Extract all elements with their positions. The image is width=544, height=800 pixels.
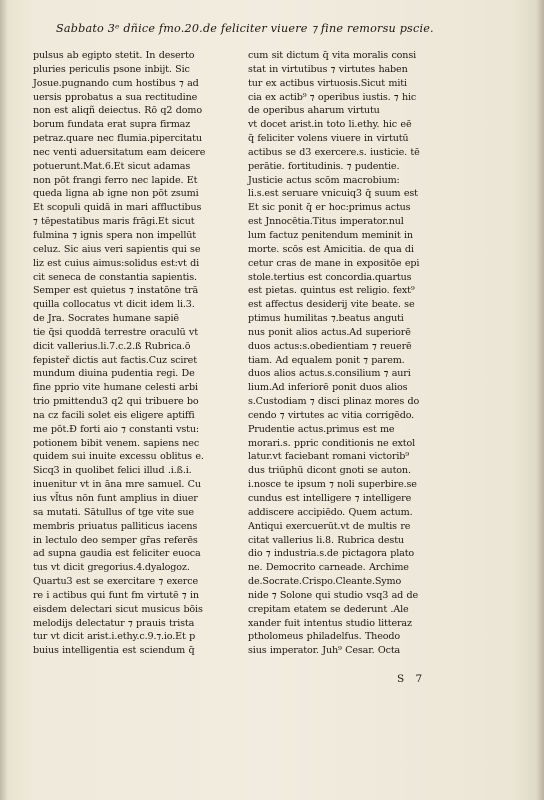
text-line: fepisteř dictis aut factis.Cuz sciret [33,354,197,366]
text-line: Semper est quietus ⁊ instatōne trā [33,285,199,297]
text-line: duos actus:s.obedientiam ⁊ reuerē [248,340,412,352]
text-line: borum fundata erat supra firmaz [33,119,191,131]
text-line: tie q̄si quoddā terrestre oraculū vt [33,326,198,338]
text-line: mundum diuina pudentia regi. De [33,368,195,380]
text-line: quidem sui inuite excessu oblitus e. [33,451,204,463]
text-line: fine pprio vite humane celesti arbi [33,382,198,394]
text-line: latur.vt faciebant romani victorib⁹ [248,451,409,463]
text-line: ad supna gaudia est feliciter euoca [33,548,201,560]
text-line: lium.Ad inferiorē ponit duos alios [248,382,408,394]
text-line: tur ex actibus virtuosis.Sicut miti [248,77,407,89]
text-line: ptholomeus philadelfus. Theodo [248,631,400,643]
text-line: li.s.est seruare vnicuiq3 q̄ suum est [248,188,418,200]
text-line: xander fuit intentus studio litteraz [248,617,412,629]
text-line: Et sic ponit q̄ er hoc:primus actus [248,202,411,214]
text-line: membris priuatus palliticus iacens [33,520,198,532]
text-line: perātie. fortitudinis. ⁊ pudentie. [248,160,400,172]
text-line: est affectus desiderij vite beate. se [248,299,415,311]
text-line: Antiqui exercuerūt.vt de multis re [248,520,411,532]
text-line: nec venti aduersitatum eam deicere [33,146,206,158]
text-line: dicit vallerius.li.7.c.2.ß Rubrica.ō [33,340,191,352]
text-line: stole.tertius est concordia.quartus [248,271,412,283]
text-line: re i actibus qui funt fm virtutē ⁊ in [33,589,199,601]
text-line: melodijs delectatur ⁊ prauis trista [33,617,195,629]
text-line: duos alios actus.s.consilium ⁊ auri [248,368,411,380]
text-line: Justicie actus scōm macrobium: [248,174,400,186]
text-line: queda ligna ab igne non pōt zsumi [33,188,199,200]
text-line: Sicq3 in quolibet felici illud .i.ß.i. [33,465,192,477]
text-line: nide ⁊ Solone qui studio vsq3 ad de [248,589,419,601]
text-line: cetur cras de mane in expositōe epi [248,257,420,269]
text-line: est pietas. quintus est religio. fext⁹ [248,285,415,297]
text-line: sa mutati. Sātullus of tge vite sue [33,506,194,518]
text-line: pulsus ab egipto stetit. In deserto [33,50,195,61]
folio-signature: S 7 [397,673,427,685]
text-line: dus triūphū dicont gnoti se auton. [248,465,411,477]
text-line: est Jnnocētia.Titus imperator.nul [248,216,404,228]
text-line: pluries periculis psone inbijt. Sic [33,63,190,75]
text-line: me pōt.Ð forti aio ⁊ constanti vstu: [33,423,199,435]
text-line: vt docet arist.in toto li.ethy. hic eē [248,119,412,131]
text-line: actibus se d3 exercere.s. iusticie. tē [248,146,420,158]
page-edge-shadow-left [0,0,8,800]
text-line: uersis pprobatus a sua rectitudine [33,91,198,103]
text-line: fulmina ⁊ ignis spera non impellūt [33,229,196,241]
text-line: i.nosce te ipsum ⁊ noli superbire.se [248,479,417,491]
text-line: celuz. Sic aius veri sapientis qui se [33,243,201,255]
text-line: q̄ feliciter volens viuere in virtutū [248,133,409,145]
text-line: potionem bibit venem. sapiens nec [33,437,200,449]
text-line: Prudentie actus.primus est me [248,423,395,435]
text-line: trio pmittendu3 q2 qui tribuere bo [33,396,199,408]
text-line: tur vt dicit arist.i.ethy.c.9.⁊.io.Et p [33,631,196,643]
left-text-column [33,49,248,658]
running-head: Sabbato 3ᵉ dñice fmo.20.de feliciter viuere ⁊ fine remorsu pscie. [56,22,434,35]
text-line: de operibus aharum virtutu [248,105,380,117]
text-line: non est aliqñ deiectus. Rō q2 domo [33,105,202,117]
text-line: Josue.pugnando cum hostibus ⁊ ad [33,77,199,89]
text-line: ptimus humilitas ⁊.beatus anguti [248,313,404,325]
text-line: potuerunt.Mat.6.Et sicut adamas [33,160,191,172]
text-line: addiscere accipiēdo. Quem actum. [248,506,413,518]
text-line: tus vt dicit gregorius.4.dyalogoz. [33,562,190,574]
text-line: ne. Democrito carneade. Archime [248,562,409,574]
text-line: stat in virtutibus ⁊ virtutes haben [248,63,408,75]
text-line: in lectulo deo semper gr̄as referēs [33,534,198,546]
page-edge-shadow-right [536,0,544,800]
text-line: citat vallerius li.8. Rubrica destu [248,534,404,546]
text-line: morte. scōs est Amicitia. de qua di [248,243,414,255]
text-line: lum factuz penitendum meminit in [248,229,413,241]
text-line: na cz facili solet eis eligere aptiffi [33,409,195,421]
text-line: nus ponit alios actus.Ad superiorē [248,326,411,338]
text-line: de Jra. Socrates humane sapiē [33,313,179,325]
text-line: Quartu3 est se exercitare ⁊ exerce [33,576,198,588]
text-line: petraz.quare nec flumia.pipercitatu [33,133,202,145]
text-line: sius imperator. Juh⁹ Cesar. Octa [248,645,401,657]
text-line: ⁊ tēpestatibus maris frāgi.Et sicut [33,216,195,228]
text-line: quilla collocatus vt dicit idem li.3. [33,299,195,311]
text-line: cendo ⁊ virtutes ac vitia corrigēdo. [248,409,415,421]
text-line: tiam. Ad equalem ponit ⁊ parem. [248,354,405,366]
text-line: cundus est intelligere ⁊ intelligere [248,493,412,504]
text-line: ius vl̄tus nōn funt amplius in diuer [33,493,198,504]
text-line: cum sit dictum q̄ vita moralis consi [248,50,417,61]
text-line: s.Custodiam ⁊ disci plinaz mores do [248,396,420,408]
text-line: dio ⁊ industria.s.de pictagora plato [248,548,415,560]
text-line: buius intelligentia est sciendum q̄ [33,645,195,657]
text-line: eisdem delectari sicut musicus bōis [33,603,203,615]
text-line: Et scopuli quidā in mari affluctibus [33,202,202,214]
text-line: de.Socrate.Crispo.Cleante.Symo [248,576,402,588]
text-line: morari.s. ppric conditionis ne extol [248,437,416,449]
right-text-column [248,49,470,658]
text-line: crepitam etatem se dederunt .Ale [248,603,409,615]
text-line: non pōt frangi ferro nec lapide. Et [33,174,198,186]
text-line: liz est cuius aimus:solidus est:vt di [33,257,200,269]
text-line: inuenitur vt in āna mre samuel. Cu [33,479,201,491]
text-line: cia ex actib⁹ ⁊ operibus iustis. ⁊ hic [248,91,417,103]
text-line: cit seneca de constantia sapientis. [33,271,197,283]
